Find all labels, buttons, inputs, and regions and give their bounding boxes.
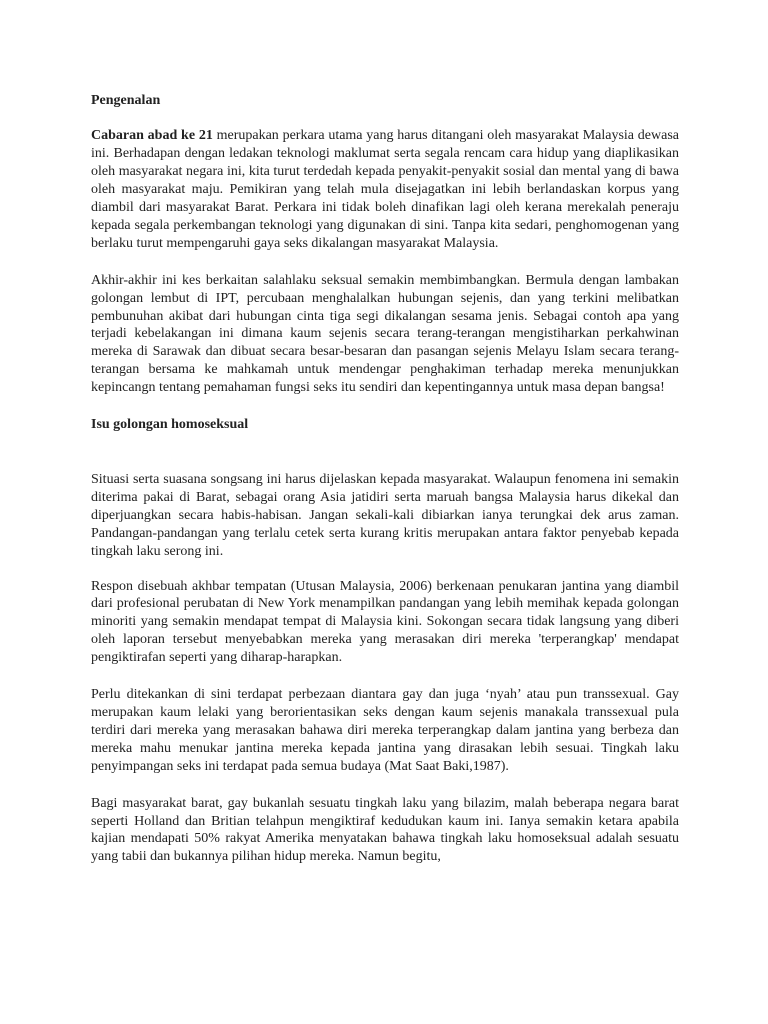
intro-paragraph (91, 127, 679, 252)
paragraph-western-society: Bagi masyarakat barat, gay bukanlah sesuatu tingkah laku yang bilazim, malah beberapa negara barat seperti Holland dan Britian telahpun mengiktiraf kedudukan kaum ini. Ianya semakin ketara apabila kajian mendapati 50% rakyat Amerika menyatakan bahawa tingkah laku homoseksual adalah sesuatu yang tabii dan bukannya pilihan hidup mereka. Namun begitu, (91, 795, 679, 865)
document-page (91, 92, 679, 866)
paragraph-distinction: Perlu ditekankan di sini terdapat perbezaan diantara gay dan juga ‘nyah’ atau pun transsexual. Gay merupakan kaum lelaki yang berorientasikan seks dengan kaum sejenis manakala transsexual pula terdiri dari mereka yang merasakan bahawa diri mereka terperangkap dalam jantina yang berbeza dan mereka mahu menukar jantina mereka kepada jantina yang dirasakan lebih sesuai. Tingkah laku penyimpangan seks ini terdapat pada semua budaya (Mat Saat Baki,1987). (91, 687, 679, 774)
paragraph-misconduct: Akhir-akhir ini kes berkaitan salahlaku seksual semakin membimbangkan. Bermula dengan lambakan golongan lembut di IPT, percubaan menghalalkan hubungan sejenis, dan yang terkini melibatkan pembunuhan akibat dari hubungan cinta tiga segi dikalangan sesama jenis. Sebagai contoh apa yang terjadi kebelakangan ini dimana kaum sejenis secara terang-terangan mengistiharkan perkahwinan mereka di Sarawak dan dibuat secara besar-besaran dan pasangan sejenis Melayu Islam secara terang-terangan bersama ke mahkamah untuk mendengar penghakiman terhadap mereka menunjukkan kepincangn tentang pemahaman fungsi seks itu sendiri dan kepentingannya untuk masa depan bangsa! (91, 272, 679, 396)
intro-paragraph-text: merupakan perkara utama yang harus ditangani oleh masyarakat Malaysia dewasa ini. Berhadapan dengan ledakan teknologi maklumat serta segala rencam cara hidup yang diaplikasikan oleh masyarakat negara ini, kita turut terdedah kepada penyakit-penyakit sosial dan mental yang di bawa oleh masyarakat maju. Pemikiran yang telah mula disejagatkan ini lebih berlandaskan korpus yang diambil dari masyarakat Barat. Perkara ini tidak boleh dinafikan lagi oleh kerana merekalah peneraju kepada segala perkembangan teknologi yang digunakan di sini. Tanpa kita sedari, penghomogenan yang berlaku turut mempengaruhi gaya seks dikalangan masyarakat Malaysia. (91, 128, 679, 251)
section-heading-introduction: Pengenalan (91, 93, 161, 108)
paragraph-situation: Situasi serta suasana songsang ini harus dijelaskan kepada masyarakat. Walaupun fenomena ini semakin diterima pakai di Barat, sebagai orang Asia jatidiri serta maruah bangsa Malaysia harus dikekal dan diperjuangkan secara habis-habisan. Jangan sekali-kali dibiarkan ianya terungkai dek arus zaman. Pandangan-pandangan yang terlalu cetek serta kurang kritis merupakan antara faktor penyebab kepada tingkah laku serong ini. (91, 472, 679, 559)
section-heading-homosexual-issue: Isu golongan homoseksual (91, 417, 249, 433)
intro-lead-bold: Cabaran abad ke 21 (91, 128, 213, 144)
paragraph-response: Respon disebuah akhbar tempatan (Utusan Malaysia, 2006) berkenaan penukaran jantina yang diambil dari profesional perubatan di New York menampilkan pandangan yang lebih memihak kepada golongan minoriti yang semakin mendapat tempat di Malaysia kini. Sokongan secara tidak langsung yang diberi oleh laporan tersebut menyebabkan mereka yang merasakan diri mereka 'terperangkap' mendapat pengiktirafan seperti yang diharap-harapkan. (91, 578, 679, 666)
